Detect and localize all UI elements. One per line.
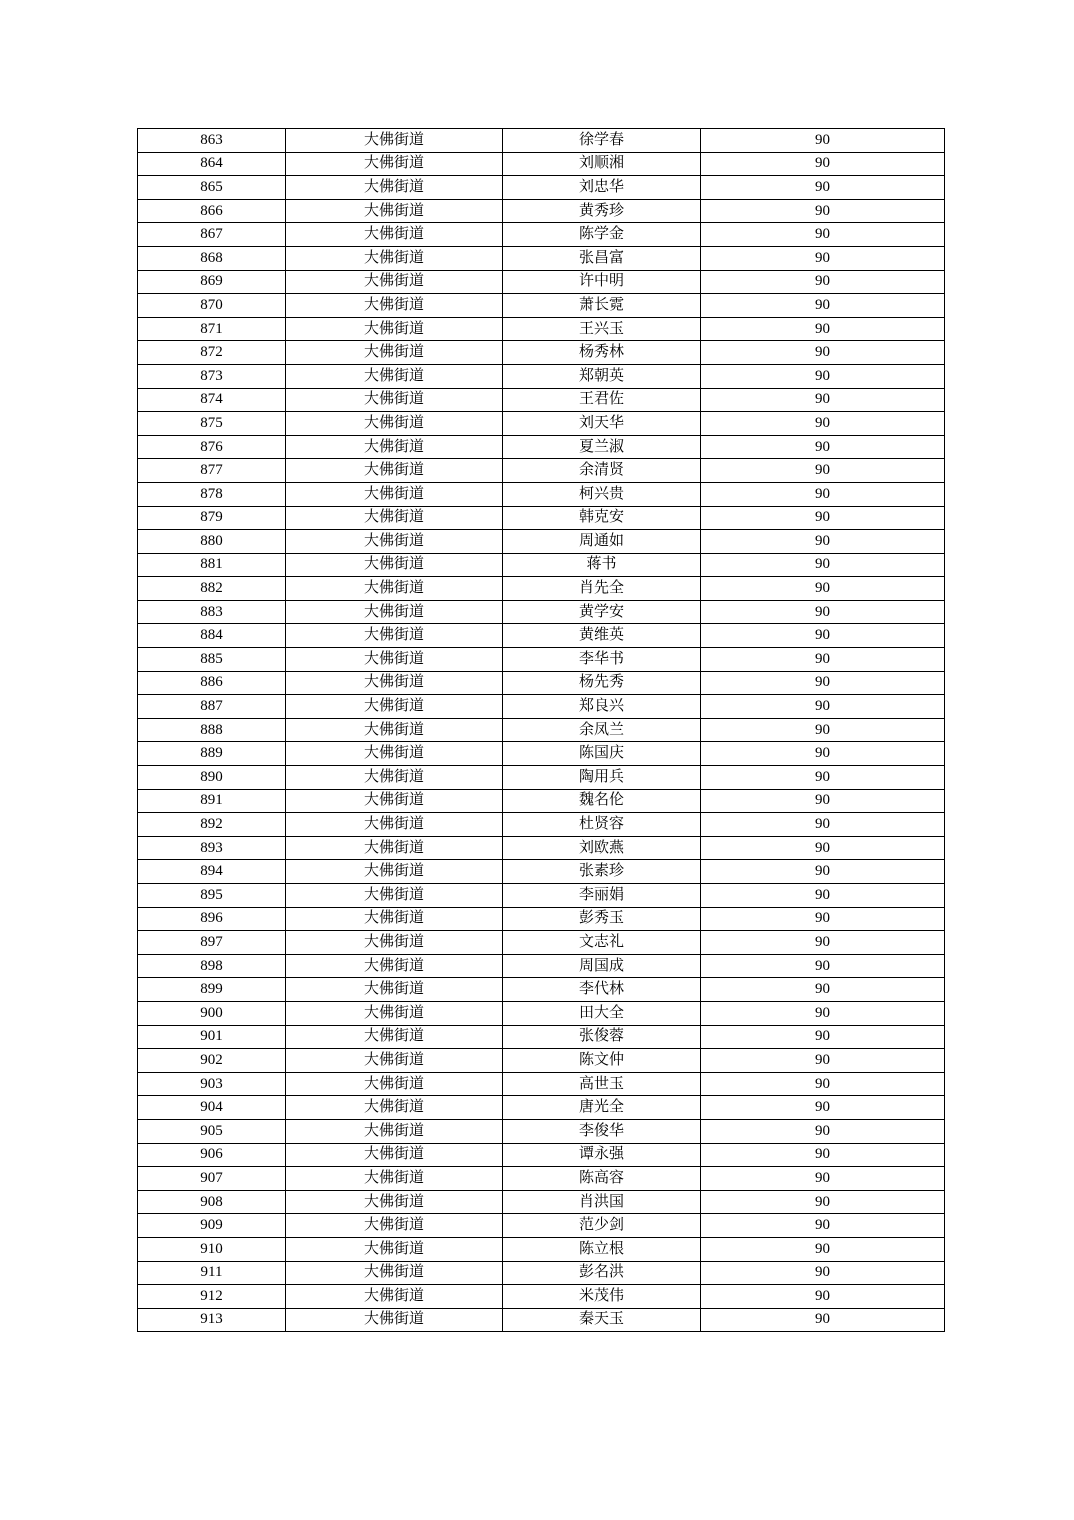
score-cell: 90 (701, 742, 945, 766)
street-cell: 大佛街道 (286, 1072, 503, 1096)
name-cell: 秦天玉 (503, 1308, 701, 1332)
row-number-cell: 907 (138, 1167, 286, 1191)
table-row (138, 789, 945, 813)
street-cell: 大佛街道 (286, 270, 503, 294)
name-cell: 陈学金 (503, 223, 701, 247)
name-cell: 刘天华 (503, 412, 701, 436)
row-number-cell: 877 (138, 459, 286, 483)
score-cell: 90 (701, 718, 945, 742)
street-cell: 大佛街道 (286, 648, 503, 672)
table-row (138, 978, 945, 1002)
row-number-cell: 892 (138, 813, 286, 837)
row-number-cell: 886 (138, 671, 286, 695)
score-cell: 90 (701, 530, 945, 554)
row-number-cell: 901 (138, 1025, 286, 1049)
row-number-cell: 873 (138, 364, 286, 388)
name-cell: 杨秀林 (503, 341, 701, 365)
name-cell: 李华书 (503, 648, 701, 672)
street-cell: 大佛街道 (286, 671, 503, 695)
name-cell: 肖先全 (503, 577, 701, 601)
score-cell: 90 (701, 624, 945, 648)
row-number-cell: 906 (138, 1143, 286, 1167)
score-cell: 90 (701, 978, 945, 1002)
name-cell: 彭秀玉 (503, 907, 701, 931)
name-cell: 周通如 (503, 530, 701, 554)
street-cell: 大佛街道 (286, 530, 503, 554)
street-cell: 大佛街道 (286, 695, 503, 719)
row-number-cell: 878 (138, 482, 286, 506)
row-number-cell: 864 (138, 152, 286, 176)
score-cell: 90 (701, 270, 945, 294)
row-number-cell: 888 (138, 718, 286, 742)
row-number-cell: 909 (138, 1214, 286, 1238)
table-row (138, 530, 945, 554)
table-row (138, 600, 945, 624)
name-cell: 魏名伦 (503, 789, 701, 813)
score-cell: 90 (701, 1025, 945, 1049)
street-cell: 大佛街道 (286, 931, 503, 955)
table-row (138, 1025, 945, 1049)
table-row (138, 954, 945, 978)
row-number-cell: 874 (138, 388, 286, 412)
table-row (138, 648, 945, 672)
row-number-cell: 905 (138, 1119, 286, 1143)
score-cell: 90 (701, 482, 945, 506)
row-number-cell: 908 (138, 1190, 286, 1214)
score-cell: 90 (701, 317, 945, 341)
row-number-cell: 911 (138, 1261, 286, 1285)
row-number-cell: 891 (138, 789, 286, 813)
table-row (138, 246, 945, 270)
table-row (138, 1285, 945, 1309)
score-cell: 90 (701, 435, 945, 459)
score-cell: 90 (701, 1261, 945, 1285)
table-row (138, 671, 945, 695)
street-cell: 大佛街道 (286, 388, 503, 412)
table-row (138, 1096, 945, 1120)
name-cell: 陈立根 (503, 1237, 701, 1261)
score-cell: 90 (701, 671, 945, 695)
score-cell: 90 (701, 1308, 945, 1332)
score-cell: 90 (701, 884, 945, 908)
street-cell: 大佛街道 (286, 1261, 503, 1285)
row-number-cell: 912 (138, 1285, 286, 1309)
table-row (138, 1214, 945, 1238)
score-cell: 90 (701, 1096, 945, 1120)
name-cell: 夏兰淑 (503, 435, 701, 459)
street-cell: 大佛街道 (286, 1167, 503, 1191)
name-cell: 米茂伟 (503, 1285, 701, 1309)
name-cell: 黄秀珍 (503, 199, 701, 223)
row-number-cell: 895 (138, 884, 286, 908)
table-row (138, 884, 945, 908)
street-cell: 大佛街道 (286, 1143, 503, 1167)
street-cell: 大佛街道 (286, 1049, 503, 1073)
table-row (138, 412, 945, 436)
row-number-cell: 863 (138, 129, 286, 153)
name-cell: 刘忠华 (503, 176, 701, 200)
table-row (138, 836, 945, 860)
score-cell: 90 (701, 199, 945, 223)
row-number-cell: 880 (138, 530, 286, 554)
name-cell: 周国成 (503, 954, 701, 978)
score-cell: 90 (701, 1049, 945, 1073)
row-number-cell: 876 (138, 435, 286, 459)
score-cell: 90 (701, 766, 945, 790)
score-cell: 90 (701, 931, 945, 955)
table-row (138, 1001, 945, 1025)
score-cell: 90 (701, 1167, 945, 1191)
row-number-cell: 866 (138, 199, 286, 223)
score-cell: 90 (701, 789, 945, 813)
table-row (138, 1237, 945, 1261)
name-cell: 张素珍 (503, 860, 701, 884)
table-row (138, 341, 945, 365)
table-row (138, 766, 945, 790)
street-cell: 大佛街道 (286, 506, 503, 530)
street-cell: 大佛街道 (286, 1096, 503, 1120)
name-cell: 蒋书 (503, 553, 701, 577)
table-row (138, 860, 945, 884)
street-cell: 大佛街道 (286, 364, 503, 388)
name-cell: 余凤兰 (503, 718, 701, 742)
row-number-cell: 890 (138, 766, 286, 790)
table-row (138, 1167, 945, 1191)
score-cell: 90 (701, 1237, 945, 1261)
street-cell: 大佛街道 (286, 907, 503, 931)
street-cell: 大佛街道 (286, 459, 503, 483)
table-row (138, 1261, 945, 1285)
score-cell: 90 (701, 1285, 945, 1309)
name-cell: 田大全 (503, 1001, 701, 1025)
street-cell: 大佛街道 (286, 600, 503, 624)
table-row (138, 1308, 945, 1332)
table-row (138, 1049, 945, 1073)
name-cell: 许中明 (503, 270, 701, 294)
street-cell: 大佛街道 (286, 836, 503, 860)
row-number-cell: 882 (138, 577, 286, 601)
street-cell: 大佛街道 (286, 1285, 503, 1309)
street-cell: 大佛街道 (286, 1214, 503, 1238)
row-number-cell: 884 (138, 624, 286, 648)
table-row (138, 506, 945, 530)
score-cell: 90 (701, 860, 945, 884)
table-row (138, 199, 945, 223)
row-number-cell: 889 (138, 742, 286, 766)
table-row (138, 482, 945, 506)
row-number-cell: 894 (138, 860, 286, 884)
name-cell: 刘顺湘 (503, 152, 701, 176)
row-number-cell: 872 (138, 341, 286, 365)
row-number-cell: 900 (138, 1001, 286, 1025)
name-cell: 陈高容 (503, 1167, 701, 1191)
score-cell: 90 (701, 294, 945, 318)
name-cell: 王君佐 (503, 388, 701, 412)
street-cell: 大佛街道 (286, 176, 503, 200)
street-cell: 大佛街道 (286, 553, 503, 577)
name-cell: 谭永强 (503, 1143, 701, 1167)
street-cell: 大佛街道 (286, 1190, 503, 1214)
name-cell: 陈文仲 (503, 1049, 701, 1073)
street-cell: 大佛街道 (286, 1025, 503, 1049)
table-row (138, 577, 945, 601)
table-row (138, 270, 945, 294)
street-cell: 大佛街道 (286, 1119, 503, 1143)
street-cell: 大佛街道 (286, 789, 503, 813)
table-row (138, 459, 945, 483)
street-cell: 大佛街道 (286, 223, 503, 247)
name-cell: 黄维英 (503, 624, 701, 648)
row-number-cell: 898 (138, 954, 286, 978)
table-row (138, 294, 945, 318)
table-row (138, 931, 945, 955)
name-cell: 张昌富 (503, 246, 701, 270)
street-cell: 大佛街道 (286, 1237, 503, 1261)
name-cell: 李俊华 (503, 1119, 701, 1143)
row-number-cell: 885 (138, 648, 286, 672)
street-cell: 大佛街道 (286, 718, 503, 742)
score-cell: 90 (701, 954, 945, 978)
street-cell: 大佛街道 (286, 1308, 503, 1332)
row-number-cell: 899 (138, 978, 286, 1002)
street-cell: 大佛街道 (286, 412, 503, 436)
row-number-cell: 879 (138, 506, 286, 530)
table-row (138, 695, 945, 719)
row-number-cell: 913 (138, 1308, 286, 1332)
name-cell: 杨先秀 (503, 671, 701, 695)
score-cell: 90 (701, 813, 945, 837)
street-cell: 大佛街道 (286, 294, 503, 318)
name-cell: 文志礼 (503, 931, 701, 955)
table-row (138, 364, 945, 388)
name-cell: 郑良兴 (503, 695, 701, 719)
row-number-cell: 910 (138, 1237, 286, 1261)
score-cell: 90 (701, 1143, 945, 1167)
score-cell: 90 (701, 341, 945, 365)
street-cell: 大佛街道 (286, 1001, 503, 1025)
score-cell: 90 (701, 907, 945, 931)
name-cell: 范少剑 (503, 1214, 701, 1238)
score-cell: 90 (701, 152, 945, 176)
score-cell: 90 (701, 695, 945, 719)
street-cell: 大佛街道 (286, 152, 503, 176)
table-row (138, 907, 945, 931)
street-cell: 大佛街道 (286, 246, 503, 270)
name-cell: 徐学春 (503, 129, 701, 153)
street-cell: 大佛街道 (286, 199, 503, 223)
score-cell: 90 (701, 1119, 945, 1143)
name-cell: 张俊蓉 (503, 1025, 701, 1049)
score-cell: 90 (701, 648, 945, 672)
table-row (138, 813, 945, 837)
score-cell: 90 (701, 836, 945, 860)
table-row (138, 718, 945, 742)
table-row (138, 435, 945, 459)
street-cell: 大佛街道 (286, 341, 503, 365)
table-row (138, 742, 945, 766)
score-cell: 90 (701, 1214, 945, 1238)
street-cell: 大佛街道 (286, 813, 503, 837)
name-cell: 韩克安 (503, 506, 701, 530)
name-cell: 陈国庆 (503, 742, 701, 766)
table-row (138, 317, 945, 341)
street-cell: 大佛街道 (286, 435, 503, 459)
table-row (138, 1119, 945, 1143)
name-cell: 刘欧燕 (503, 836, 701, 860)
table-row (138, 176, 945, 200)
score-cell: 90 (701, 388, 945, 412)
row-number-cell: 871 (138, 317, 286, 341)
row-number-cell: 904 (138, 1096, 286, 1120)
table-row (138, 624, 945, 648)
score-cell: 90 (701, 129, 945, 153)
street-cell: 大佛街道 (286, 482, 503, 506)
name-cell: 肖洪国 (503, 1190, 701, 1214)
score-cell: 90 (701, 176, 945, 200)
score-cell: 90 (701, 412, 945, 436)
name-cell: 萧长霓 (503, 294, 701, 318)
street-cell: 大佛街道 (286, 317, 503, 341)
street-cell: 大佛街道 (286, 954, 503, 978)
name-cell: 高世玉 (503, 1072, 701, 1096)
roster-table (137, 128, 945, 1332)
street-cell: 大佛街道 (286, 624, 503, 648)
table-row (138, 223, 945, 247)
table-row (138, 388, 945, 412)
row-number-cell: 868 (138, 246, 286, 270)
street-cell: 大佛街道 (286, 129, 503, 153)
row-number-cell: 883 (138, 600, 286, 624)
row-number-cell: 881 (138, 553, 286, 577)
row-number-cell: 897 (138, 931, 286, 955)
street-cell: 大佛街道 (286, 884, 503, 908)
score-cell: 90 (701, 553, 945, 577)
row-number-cell: 869 (138, 270, 286, 294)
street-cell: 大佛街道 (286, 978, 503, 1002)
score-cell: 90 (701, 506, 945, 530)
table-row (138, 129, 945, 153)
table-row (138, 152, 945, 176)
street-cell: 大佛街道 (286, 860, 503, 884)
table-row (138, 1072, 945, 1096)
name-cell: 余清贤 (503, 459, 701, 483)
row-number-cell: 870 (138, 294, 286, 318)
row-number-cell: 865 (138, 176, 286, 200)
score-cell: 90 (701, 246, 945, 270)
name-cell: 黄学安 (503, 600, 701, 624)
score-cell: 90 (701, 600, 945, 624)
name-cell: 陶用兵 (503, 766, 701, 790)
score-cell: 90 (701, 1001, 945, 1025)
street-cell: 大佛街道 (286, 577, 503, 601)
row-number-cell: 887 (138, 695, 286, 719)
row-number-cell: 893 (138, 836, 286, 860)
score-cell: 90 (701, 459, 945, 483)
score-cell: 90 (701, 223, 945, 247)
name-cell: 郑朝英 (503, 364, 701, 388)
name-cell: 唐光全 (503, 1096, 701, 1120)
name-cell: 王兴玉 (503, 317, 701, 341)
row-number-cell: 902 (138, 1049, 286, 1073)
name-cell: 李丽娟 (503, 884, 701, 908)
score-cell: 90 (701, 577, 945, 601)
score-cell: 90 (701, 364, 945, 388)
table-row (138, 553, 945, 577)
score-cell: 90 (701, 1072, 945, 1096)
table-body (138, 129, 945, 1332)
row-number-cell: 896 (138, 907, 286, 931)
table-row (138, 1190, 945, 1214)
score-cell: 90 (701, 1190, 945, 1214)
street-cell: 大佛街道 (286, 742, 503, 766)
row-number-cell: 903 (138, 1072, 286, 1096)
row-number-cell: 867 (138, 223, 286, 247)
name-cell: 彭名洪 (503, 1261, 701, 1285)
name-cell: 柯兴贵 (503, 482, 701, 506)
street-cell: 大佛街道 (286, 766, 503, 790)
name-cell: 李代林 (503, 978, 701, 1002)
row-number-cell: 875 (138, 412, 286, 436)
table-row (138, 1143, 945, 1167)
name-cell: 杜贤容 (503, 813, 701, 837)
